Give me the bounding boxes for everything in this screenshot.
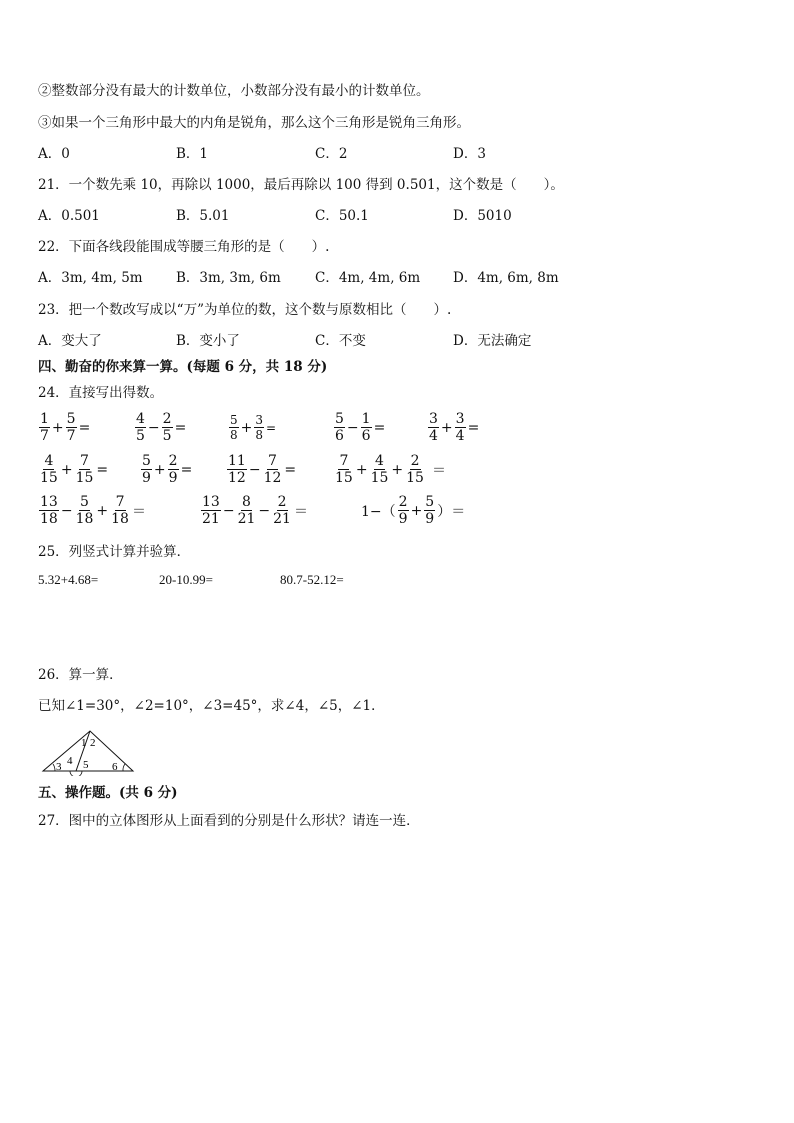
- q23-option-c: C．不变: [315, 333, 366, 349]
- fraction: $\frac{11}{12}$: [228, 453, 246, 486]
- q24-expr-r3-3: 1−（ $\frac{2}{9}$ + $\frac{5}{9}$ ）＝: [361, 494, 466, 527]
- angle-label-6: 6: [112, 761, 118, 773]
- triangle-figure: [40, 728, 136, 776]
- q27-stem: 27．图中的立体图形从上面看到的分别是什么形状？请连一连．: [38, 813, 420, 829]
- q22-option-a: A．3m, 4m, 5m: [38, 270, 143, 286]
- q26-stem: 26．算一算．: [38, 667, 123, 683]
- q24-expr-r2-4: $\frac{7}{15}$ + $\frac{4}{15}$ + $\frac{2}{15}$ ＝: [335, 453, 446, 486]
- angle-label-1: 1: [81, 737, 87, 749]
- q26-given: 已知∠1=30°，∠2=10°，∠3=45°，求∠4，∠5，∠1．: [38, 698, 385, 714]
- q20-option-d: D．3: [453, 146, 486, 162]
- fraction: $\frac{1}{7}$: [40, 411, 49, 444]
- q22-option-d: D．4m, 6m, 8m: [453, 270, 559, 286]
- angle-label-3: 3: [56, 761, 62, 773]
- angle-label-4: 4: [67, 755, 73, 767]
- q20-option-b: B．1: [176, 146, 209, 162]
- angle-label-5: 5: [83, 759, 89, 771]
- fraction: $\frac{4}{5}$: [136, 411, 145, 444]
- q24-expr-r1-1: $\frac{1}{7}$ + $\frac{5}{7}$ =: [40, 411, 91, 444]
- fraction: $\frac{2}{15}$: [406, 453, 424, 486]
- fraction: $\frac{2}{9}$: [398, 494, 408, 527]
- q24-expr-r2-1: $\frac{4}{15}$ + $\frac{7}{15}$ =: [40, 453, 109, 486]
- q20-option-c: C．2: [315, 146, 348, 162]
- q23-option-d: D．无法确定: [453, 333, 532, 349]
- q22-option-b: B．3m, 3m, 6m: [176, 270, 281, 286]
- fraction: $\frac{13}{18}$: [40, 494, 58, 527]
- fraction: $\frac{4}{15}$: [40, 453, 58, 486]
- section-5-title: 五、操作题。(共 6 分): [38, 785, 178, 801]
- q23-option-a: A．变大了: [38, 333, 102, 349]
- fraction: $\frac{5}{7}$: [66, 411, 76, 444]
- fraction: $\frac{2}{5}$: [162, 411, 172, 444]
- q24-expr-r1-5: $\frac{3}{4}$ + $\frac{3}{4}$ =: [429, 411, 480, 444]
- fraction: $\frac{5}{6}$: [335, 411, 344, 444]
- q24-expr-r3-2: $\frac{13}{21}$ − $\frac{8}{21}$ − $\frac{2}{21}$ ＝: [202, 494, 308, 527]
- statement-3: ③如果一个三角形中最大的内角是锐角，那么这个三角形是锐角三角形。: [38, 115, 470, 131]
- fraction: $\frac{3}{8}$: [255, 413, 264, 442]
- fraction: $\frac{3}{4}$: [429, 411, 438, 444]
- q23-stem: 23．把一个数改写成以“万”为单位的数，这个数与原数相比（ ）.: [38, 302, 452, 318]
- fraction: $\frac{7}{15}$: [335, 453, 353, 486]
- fraction: $\frac{8}{21}$: [237, 494, 256, 527]
- q24-expr-r1-2: $\frac{4}{5}$ − $\frac{2}{5}$ =: [136, 411, 187, 444]
- fraction: $\frac{7}{12}$: [263, 453, 282, 486]
- fraction: $\frac{5}{9}$: [425, 494, 435, 527]
- statement-2: ②整数部分没有最大的计数单位，小数部分没有最小的计数单位。: [38, 83, 430, 99]
- fraction: $\frac{7}{15}$: [75, 453, 94, 486]
- fraction: $\frac{13}{21}$: [202, 494, 220, 527]
- fraction: $\frac{4}{15}$: [370, 453, 389, 486]
- q24-expr-r2-2: $\frac{5}{9}$ + $\frac{2}{9}$ =: [142, 453, 193, 486]
- angle-arc-6: [123, 764, 125, 771]
- q24-expr-r3-1: $\frac{13}{18}$ − $\frac{5}{18}$ + $\frac{7}{18}$ ＝: [40, 494, 146, 527]
- fraction: $\frac{5}{8}$: [230, 413, 238, 442]
- q25-item-1: 5.32+4.68=: [38, 572, 99, 587]
- fraction: $\frac{7}{18}$: [111, 494, 129, 527]
- q25-stem: 25．列竖式计算并验算．: [38, 544, 191, 560]
- q22-stem: 22．下面各线段能围成等腰三角形的是（ ）.: [38, 239, 330, 255]
- q20-option-a: A．0: [38, 146, 70, 162]
- angle-arc-45: [70, 771, 82, 776]
- q21-option-b: B．5.01: [176, 208, 230, 224]
- q25-item-3: 80.7-52.12=: [280, 572, 344, 587]
- q21-option-a: A．0.501: [38, 208, 100, 224]
- fraction: $\frac{1}{6}$: [361, 411, 371, 444]
- section-4-title: 四、勤奋的你来算一算。(每题 6 分，共 18 分): [38, 359, 328, 375]
- q24-stem: 24．直接写出得数。: [38, 385, 164, 401]
- q21-option-c: C．50.1: [315, 208, 369, 224]
- fraction: $\frac{2}{9}$: [168, 453, 178, 486]
- q22-option-c: C．4m, 4m, 6m: [315, 270, 421, 286]
- fraction: $\frac{5}{9}$: [142, 453, 151, 486]
- q24-expr-r1-4: $\frac{5}{6}$ − $\frac{1}{6}$ =: [335, 411, 386, 444]
- fraction: $\frac{2}{21}$: [273, 494, 291, 527]
- q24-expr-r2-3: $\frac{11}{12}$ − $\frac{7}{12}$ =: [228, 453, 297, 486]
- q24-expr-r1-3: $\frac{5}{8}$ + $\frac{3}{8}$ =: [230, 413, 277, 442]
- angle-arc-3: [53, 764, 55, 771]
- q21-option-d: D．5010: [453, 208, 512, 224]
- q25-item-2: 20-10.99=: [159, 572, 213, 587]
- q21-stem: 21．一个数先乘 10，再除以 1000，最后再除以 100 得到 0.501，这个数是（ ）。: [38, 177, 564, 193]
- q23-option-b: B．变小了: [176, 333, 240, 349]
- angle-label-2: 2: [90, 737, 96, 749]
- fraction: $\frac{5}{18}$: [75, 494, 94, 527]
- fraction: $\frac{3}{4}$: [455, 411, 465, 444]
